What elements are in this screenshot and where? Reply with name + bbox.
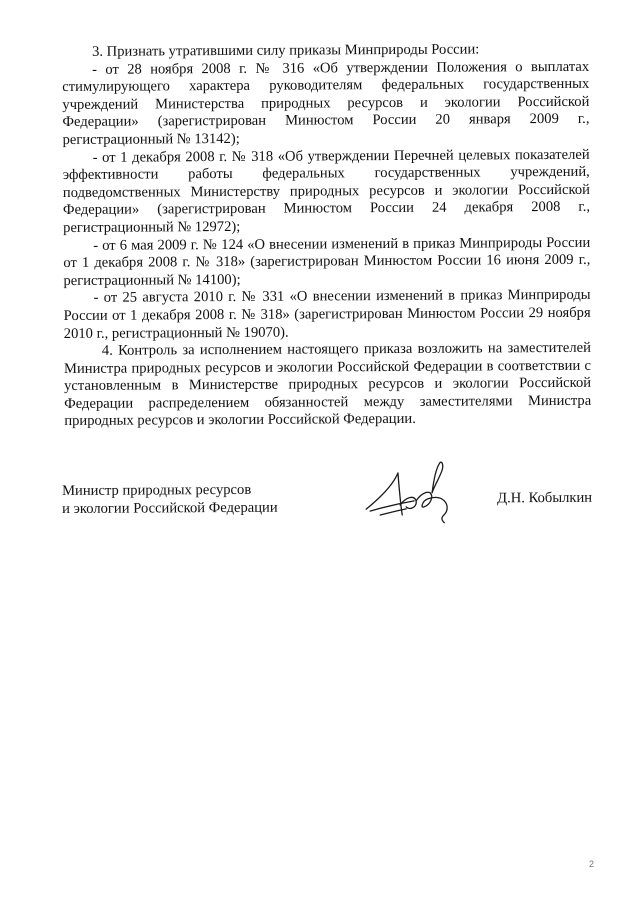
handwritten-signature (362, 457, 456, 528)
paragraph-item-3-order-316: - от 28 ноября 2008 г. № 316 «Об утверждении Положения о выплатах стимулирующего характера руководителям федеральных государственных учреждений Министерства природных ресурсов и экологии Российской Федерации» (зарегистрирован Минюстом России 20 января 2009 г., регистрационный № 13142); (62, 58, 590, 148)
signatory-name: Д.Н. Кобылкин (497, 489, 593, 507)
paragraph-item-4: 4. Контроль за исполнением настоящего приказа возложить на заместителей Министра природных ресурсов и экологии Российской Федерации в соответствии с установленным в Министерстве природных ресурсов и экологии Российской Федерации распределением обязанностей между заместителями Министра природных ресурсов и экологии Российской Федерации. (63, 339, 592, 430)
paragraph-item-3: 3. Признать утратившими силу приказы Минприроды России: (91, 41, 480, 60)
paragraph-item-3-order-318: - от 1 декабря 2008 г. № 318 «Об утверждении Перечней целевых показателей эффективности работы федеральных государственных учреждений, подведомственных Министерству природных ресурсов и экологии Российской Федерации» (зарегистрирован Минюстом России 24 декабря 2008 г., регистрационный № 12972); (62, 146, 591, 236)
paragraph-item-3-order-331: - от 25 августа 2010 г. № 331 «О внесении изменений в приказ Минприроды России от 1 декабря 2008 г. № 318» (зарегистрирован Минюстом России 29 ноября 2010 г., регистрационный № 19070). (63, 287, 591, 342)
document-body (62, 41, 591, 431)
page-number: 2 (589, 859, 595, 869)
paragraph-item-3-order-124: - от 6 мая 2009 г. № 124 «О внесении изменений в приказ Минприроды России от 1 декабря 2008 г. № 318» (зарегистрирован Минюстом России 16 июня 2009 г., регистрационный № 14100); (63, 234, 591, 289)
signatory-title (62, 482, 278, 519)
signatory-title-line-2: и экологии Российской Федерации (62, 499, 278, 517)
signature-block (62, 480, 592, 543)
signatory-title-line-1: Министр природных ресурсов (62, 481, 252, 499)
